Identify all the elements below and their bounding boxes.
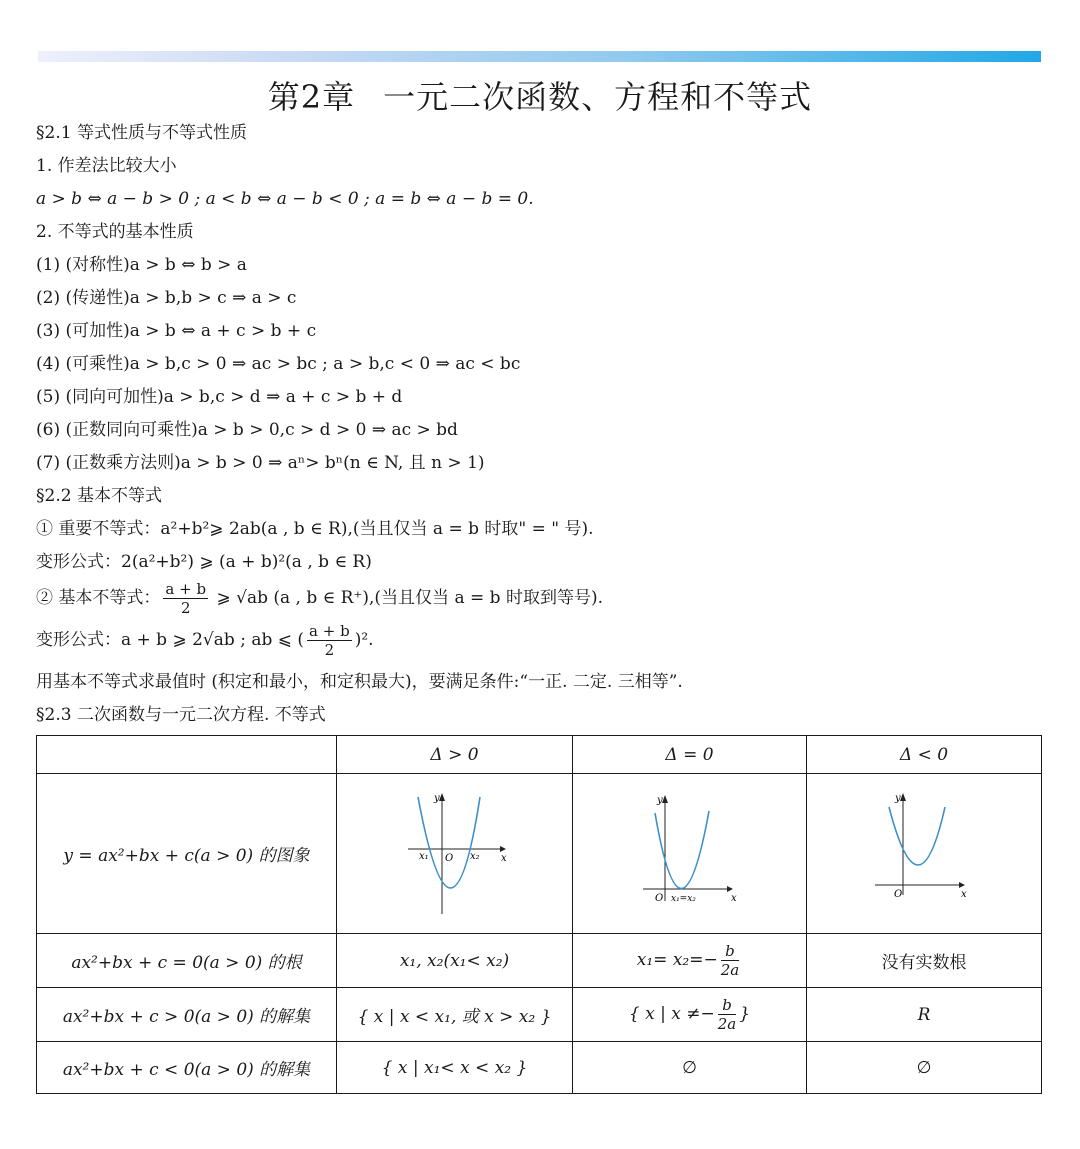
parabola-one-root-graph	[635, 789, 745, 919]
parabola-curve	[655, 811, 709, 889]
y-label: y	[895, 792, 901, 804]
roots-none: 没有实数根	[807, 934, 1042, 988]
parabola-curve	[889, 807, 945, 865]
roots-two: x₁, x₂(x₁< x₂)	[337, 934, 573, 988]
gt-solution-two-roots: { x | x < x₁, 或 x > x₂ }	[337, 988, 573, 1042]
x-label: x	[961, 888, 967, 900]
gt-solution-close-brace: }	[739, 1004, 751, 1024]
header-delta-positive: Δ > 0	[337, 736, 573, 774]
property-2: (2) (传递性)a > b,b > c ⇒ a > c	[36, 288, 297, 308]
section-2-1-heading: §2.1 等式性质与不等式性质	[36, 123, 247, 143]
fraction-denominator: 2	[324, 641, 335, 659]
important-inequality: ① 重要不等式：a²+b²⩾ 2ab(a , b ∈ R),(当且仅当 a = b 时取" = " 号).	[36, 519, 594, 539]
header-delta-negative: Δ < 0	[807, 736, 1042, 774]
item-1-heading: 1. 作差法比较大小	[36, 156, 177, 176]
graph-two-roots	[337, 774, 573, 934]
fraction-denominator: 2	[180, 599, 191, 617]
basic-inequality-rest: ⩾ √ab (a , b ∈ R⁺),(当且仅当 a = b 时取到等号).	[211, 588, 603, 608]
y-axis-arrow	[662, 795, 668, 803]
section-2-2-heading: §2.2 基本不等式	[36, 486, 162, 506]
table-header-row	[37, 736, 1042, 774]
y-axis-arrow	[439, 793, 445, 801]
double-root-label: x₁=x₂	[670, 893, 696, 904]
x-label: x	[730, 892, 737, 904]
gt-solution-fraction	[718, 996, 737, 1033]
chapter-number: 第2章	[267, 78, 356, 116]
header-cell-empty	[37, 736, 337, 774]
origin-label: O	[654, 892, 663, 904]
header-delta-zero: Δ = 0	[573, 736, 807, 774]
variant-formula-2	[36, 622, 374, 659]
origin-label: O	[444, 852, 453, 864]
graph-no-root	[807, 774, 1042, 934]
roots-double-fraction	[721, 942, 740, 979]
property-3: (3) (可加性)a > b ⇔ a + c > b + c	[36, 321, 317, 341]
y-label: y	[656, 794, 663, 806]
graph-row	[37, 774, 1042, 934]
less-than-row	[37, 1042, 1042, 1094]
property-7: (7) (正数乘方法则)a > b > 0 ⇒ aⁿ> bⁿ(n ∈ N, 且 n > 1)	[36, 453, 485, 473]
property-6: (6) (正数同向可乘性)a > b > 0,c > d > 0 ⇒ ac > bd	[36, 420, 458, 440]
variant-formula-1: 变形公式：2(a²+b²) ⩾ (a + b)²(a , b ∈ R)	[36, 552, 372, 572]
fraction-numerator: b	[721, 942, 740, 961]
x-axis-arrow	[727, 886, 733, 892]
greater-than-row	[37, 988, 1042, 1042]
x-label: x	[500, 852, 507, 864]
quadratic-comparison-table	[36, 735, 1042, 1094]
fraction-denominator: 2a	[720, 961, 740, 979]
basic-inequality-fraction	[163, 580, 208, 617]
roots-row-label: ax²+bx + c = 0(a > 0) 的根	[37, 934, 337, 988]
header-accent-bar	[38, 51, 1041, 62]
property-5: (5) (同向可加性)a > b,c > d ⇒ a + c > b + d	[36, 387, 403, 407]
basic-inequality	[36, 580, 603, 617]
basic-inequality-prefix: ② 基本不等式：	[36, 588, 161, 608]
x2-label: x₂	[469, 850, 480, 862]
fraction-numerator: b	[718, 996, 737, 1015]
x1-label: x₁	[418, 850, 429, 862]
lt-solution-no-root: ∅	[807, 1042, 1042, 1094]
parabola-no-root-graph	[869, 789, 979, 919]
x-axis-arrow	[500, 846, 506, 852]
greater-than-row-label: ax²+bx + c > 0(a > 0) 的解集	[37, 988, 337, 1042]
x-axis-arrow	[959, 882, 965, 888]
difference-comparison: a > b ⇔ a − b > 0 ; a < b ⇔ a − b < 0 ; a = b ⇔ a − b = 0.	[36, 189, 534, 209]
lt-solution-one-root: ∅	[573, 1042, 807, 1094]
roots-double	[573, 934, 807, 988]
gt-solution-one-root-text: { x | x ≠−	[628, 1004, 715, 1024]
parabola-two-roots-graph	[400, 789, 510, 919]
item-2-heading: 2. 不等式的基本性质	[36, 222, 194, 242]
lt-solution-two-roots: { x | x₁< x < x₂ }	[337, 1042, 573, 1094]
fraction-denominator: 2a	[717, 1015, 737, 1033]
roots-double-text: x₁= x₂=−	[636, 950, 718, 970]
graph-one-root	[573, 774, 807, 934]
chapter-title	[0, 72, 1080, 118]
gt-solution-one-root	[573, 988, 807, 1042]
variant-formula-2-prefix: 变形公式：a + b ⩾ 2√ab ; ab ⩽ (	[36, 630, 305, 650]
parabola-curve	[418, 797, 480, 888]
graph-row-label: y = ax²+bx + c(a > 0) 的图象	[37, 774, 337, 934]
less-than-row-label: ax²+bx + c < 0(a > 0) 的解集	[37, 1042, 337, 1094]
property-4: (4) (可乘性)a > b,c > 0 ⇒ ac > bc ; a > b,c < 0 ⇒ ac < bc	[36, 354, 521, 374]
fraction-numerator: a + b	[309, 622, 350, 640]
fraction-numerator: a + b	[165, 580, 207, 598]
gt-solution-no-root: R	[807, 988, 1042, 1042]
roots-row	[37, 934, 1042, 988]
chapter-name: 一元二次函数、方程和不等式	[383, 78, 813, 116]
variant-formula-2-fraction	[307, 622, 352, 659]
extremum-condition: 用基本不等式求最值时 (积定和最小，和定积最大)，要满足条件:“一正. 二定. 三相等”.	[36, 672, 683, 692]
y-axis-arrow	[900, 793, 906, 801]
property-1: (1) (对称性)a > b ⇔ b > a	[36, 255, 247, 275]
y-label: y	[433, 792, 440, 804]
origin-label: O	[894, 888, 903, 900]
section-2-3-heading: §2.3 二次函数与一元二次方程. 不等式	[36, 705, 326, 725]
variant-formula-2-suffix: )².	[354, 630, 374, 650]
